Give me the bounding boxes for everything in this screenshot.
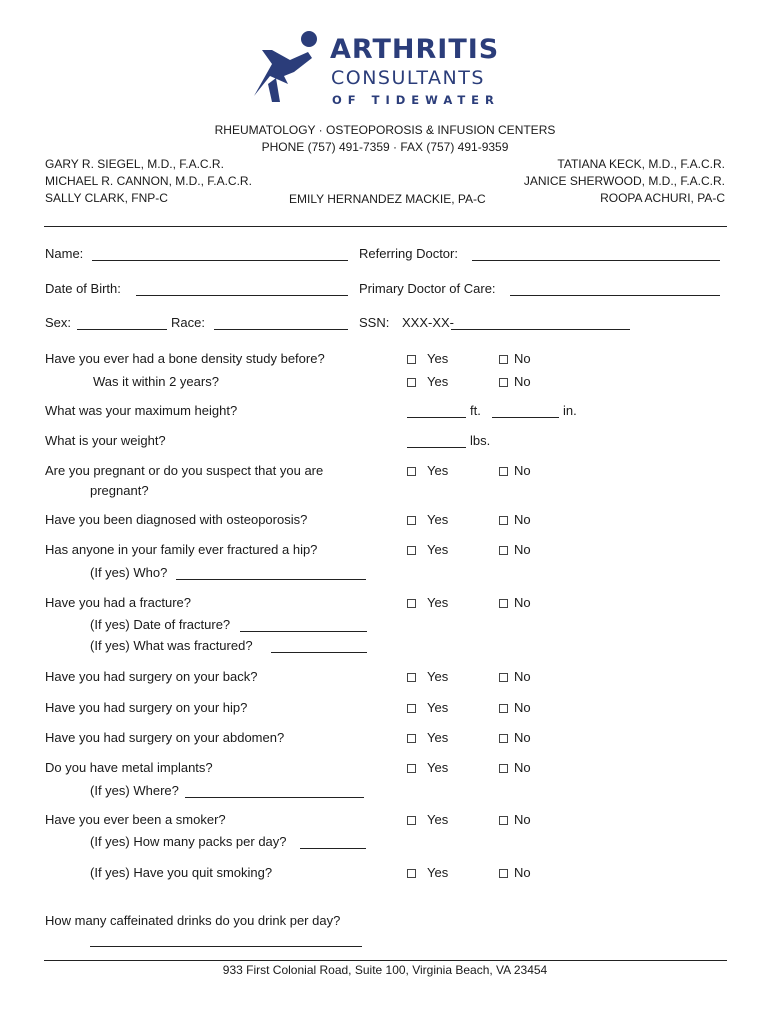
footer-address: 933 First Colonial Road, Suite 100, Virginia Beach, VA 23454 xyxy=(222,963,548,977)
option-no: No xyxy=(514,865,531,880)
option-yes: Yes xyxy=(427,812,449,827)
within-2-years-no-checkbox[interactable] xyxy=(499,378,508,387)
referring-doctor-label: Referring Doctor: xyxy=(359,246,458,261)
caffeine-field[interactable] xyxy=(90,946,362,947)
sex-field[interactable] xyxy=(77,329,167,330)
referring-doctor-field[interactable] xyxy=(472,260,720,261)
dob-label: Date of Birth: xyxy=(45,281,121,296)
height-inches-field[interactable] xyxy=(492,417,559,418)
option-yes: Yes xyxy=(427,374,449,389)
question-fracture: Have you had a fracture? xyxy=(45,595,191,610)
osteoporosis-no-checkbox[interactable] xyxy=(499,516,508,525)
fracture-yes-checkbox[interactable] xyxy=(407,599,416,608)
option-yes: Yes xyxy=(427,595,449,610)
metal-implants-yes-checkbox[interactable] xyxy=(407,764,416,773)
metal-implants-no-checkbox[interactable] xyxy=(499,764,508,773)
option-no: No xyxy=(514,730,531,745)
doctor-right-2: JANICE SHERWOOD, M.D., F.A.C.R. xyxy=(523,174,725,188)
doctor-left-1: GARY R. SIEGEL, M.D., F.A.C.R. xyxy=(45,157,224,171)
doctor-right-1: TATIANA KECK, M.D., F.A.C.R. xyxy=(557,157,725,171)
option-no: No xyxy=(514,542,531,557)
option-no: No xyxy=(514,669,531,684)
doctor-center: EMILY HERNANDEZ MACKIE, PA-C xyxy=(289,192,486,206)
question-weight: What is your weight? xyxy=(45,433,166,448)
implants-where-field[interactable] xyxy=(185,797,364,798)
smoker-yes-checkbox[interactable] xyxy=(407,816,416,825)
quit-smoking-no-checkbox[interactable] xyxy=(499,869,508,878)
abdomen-surgery-yes-checkbox[interactable] xyxy=(407,734,416,743)
option-yes: Yes xyxy=(427,669,449,684)
option-no: No xyxy=(514,812,531,827)
services-line: RHEUMATOLOGY · OSTEOPOROSIS & INFUSION CENTERS xyxy=(214,123,556,137)
ssn-label: SSN: xyxy=(359,315,390,330)
option-yes: Yes xyxy=(427,760,449,775)
implants-where-label: (If yes) Where? xyxy=(90,783,179,798)
question-caffeine: How many caffeinated drinks do you drink per day? xyxy=(45,913,341,928)
packs-per-day-label: (If yes) How many packs per day? xyxy=(90,834,287,849)
fracture-date-label: (If yes) Date of fracture? xyxy=(90,617,231,632)
hip-surgery-yes-checkbox[interactable] xyxy=(407,704,416,713)
pregnant-no-checkbox[interactable] xyxy=(499,467,508,476)
fracture-what-label: (If yes) What was fractured? xyxy=(90,638,253,653)
primary-doctor-label: Primary Doctor of Care: xyxy=(359,281,496,296)
option-yes: Yes xyxy=(427,463,449,478)
dob-field[interactable] xyxy=(136,295,348,296)
race-label: Race: xyxy=(171,315,205,330)
question-osteoporosis: Have you been diagnosed with osteoporosis? xyxy=(45,512,308,527)
back-surgery-no-checkbox[interactable] xyxy=(499,673,508,682)
family-hip-who-field[interactable] xyxy=(176,579,366,580)
brand-location: OF TIDEWATER xyxy=(332,93,500,107)
family-hip-who-label: (If yes) Who? xyxy=(90,565,168,580)
question-back-surgery: Have you had surgery on your back? xyxy=(45,669,258,684)
smoker-no-checkbox[interactable] xyxy=(499,816,508,825)
option-yes: Yes xyxy=(427,730,449,745)
option-yes: Yes xyxy=(427,542,449,557)
question-family-hip: Has anyone in your family ever fractured a hip? xyxy=(45,542,318,557)
primary-doctor-field[interactable] xyxy=(510,295,720,296)
back-surgery-yes-checkbox[interactable] xyxy=(407,673,416,682)
sex-label: Sex: xyxy=(45,315,72,330)
question-max-height: What was your maximum height? xyxy=(45,403,238,418)
option-no: No xyxy=(514,374,531,389)
option-yes: Yes xyxy=(427,700,449,715)
option-yes: Yes xyxy=(427,865,449,880)
question-hip-surgery: Have you had surgery on your hip? xyxy=(45,700,248,715)
option-yes: Yes xyxy=(427,351,449,366)
unit-lbs: lbs. xyxy=(470,433,491,448)
osteoporosis-yes-checkbox[interactable] xyxy=(407,516,416,525)
question-metal-implants: Do you have metal implants? xyxy=(45,760,213,775)
unit-in: in. xyxy=(563,403,577,418)
option-no: No xyxy=(514,595,531,610)
header-divider xyxy=(44,226,727,227)
phone-fax-line: PHONE (757) 491-7359 · FAX (757) 491-9359 xyxy=(261,140,509,154)
quit-smoking-yes-checkbox[interactable] xyxy=(407,869,416,878)
logo-figure-icon xyxy=(250,24,330,106)
name-label: Name: xyxy=(45,246,84,261)
fracture-date-field[interactable] xyxy=(240,631,367,632)
question-quit-smoking: (If yes) Have you quit smoking? xyxy=(90,865,273,880)
unit-ft: ft. xyxy=(470,403,481,418)
fracture-no-checkbox[interactable] xyxy=(499,599,508,608)
packs-per-day-field[interactable] xyxy=(300,848,366,849)
fracture-what-field[interactable] xyxy=(271,652,367,653)
option-no: No xyxy=(514,760,531,775)
question-bone-density: Have you ever had a bone density study before? xyxy=(45,351,325,366)
height-feet-field[interactable] xyxy=(407,417,466,418)
within-2-years-yes-checkbox[interactable] xyxy=(407,378,416,387)
race-field[interactable] xyxy=(214,329,348,330)
question-smoker: Have you ever been a smoker? xyxy=(45,812,226,827)
doctor-left-3: SALLY CLARK, FNP-C xyxy=(45,191,168,205)
name-field[interactable] xyxy=(92,260,348,261)
question-pregnant-cont: pregnant? xyxy=(90,483,149,498)
option-no: No xyxy=(514,351,531,366)
brand-name: ARTHRITIS xyxy=(330,34,500,65)
question-pregnant: Are you pregnant or do you suspect that you are xyxy=(45,463,324,478)
doctor-right-3: ROOPA ACHURI, PA-C xyxy=(600,191,725,205)
ssn-field[interactable] xyxy=(451,329,630,330)
option-no: No xyxy=(514,512,531,527)
family-hip-yes-checkbox[interactable] xyxy=(407,546,416,555)
footer-divider xyxy=(44,960,727,961)
bone-density-no-checkbox[interactable] xyxy=(499,355,508,364)
abdomen-surgery-no-checkbox[interactable] xyxy=(499,734,508,743)
ssn-prefix: XXX-XX- xyxy=(402,315,455,330)
question-abdomen-surgery: Have you had surgery on your abdomen? xyxy=(45,730,285,745)
question-within-2-years: Was it within 2 years? xyxy=(93,374,219,389)
logo xyxy=(250,24,525,106)
brand-subtitle: CONSULTANTS xyxy=(331,67,485,89)
doctor-left-2: MICHAEL R. CANNON, M.D., F.A.C.R. xyxy=(45,174,252,188)
pregnant-yes-checkbox[interactable] xyxy=(407,467,416,476)
option-no: No xyxy=(514,700,531,715)
hip-surgery-no-checkbox[interactable] xyxy=(499,704,508,713)
option-no: No xyxy=(514,463,531,478)
weight-field[interactable] xyxy=(407,447,466,448)
family-hip-no-checkbox[interactable] xyxy=(499,546,508,555)
bone-density-yes-checkbox[interactable] xyxy=(407,355,416,364)
option-yes: Yes xyxy=(427,512,449,527)
